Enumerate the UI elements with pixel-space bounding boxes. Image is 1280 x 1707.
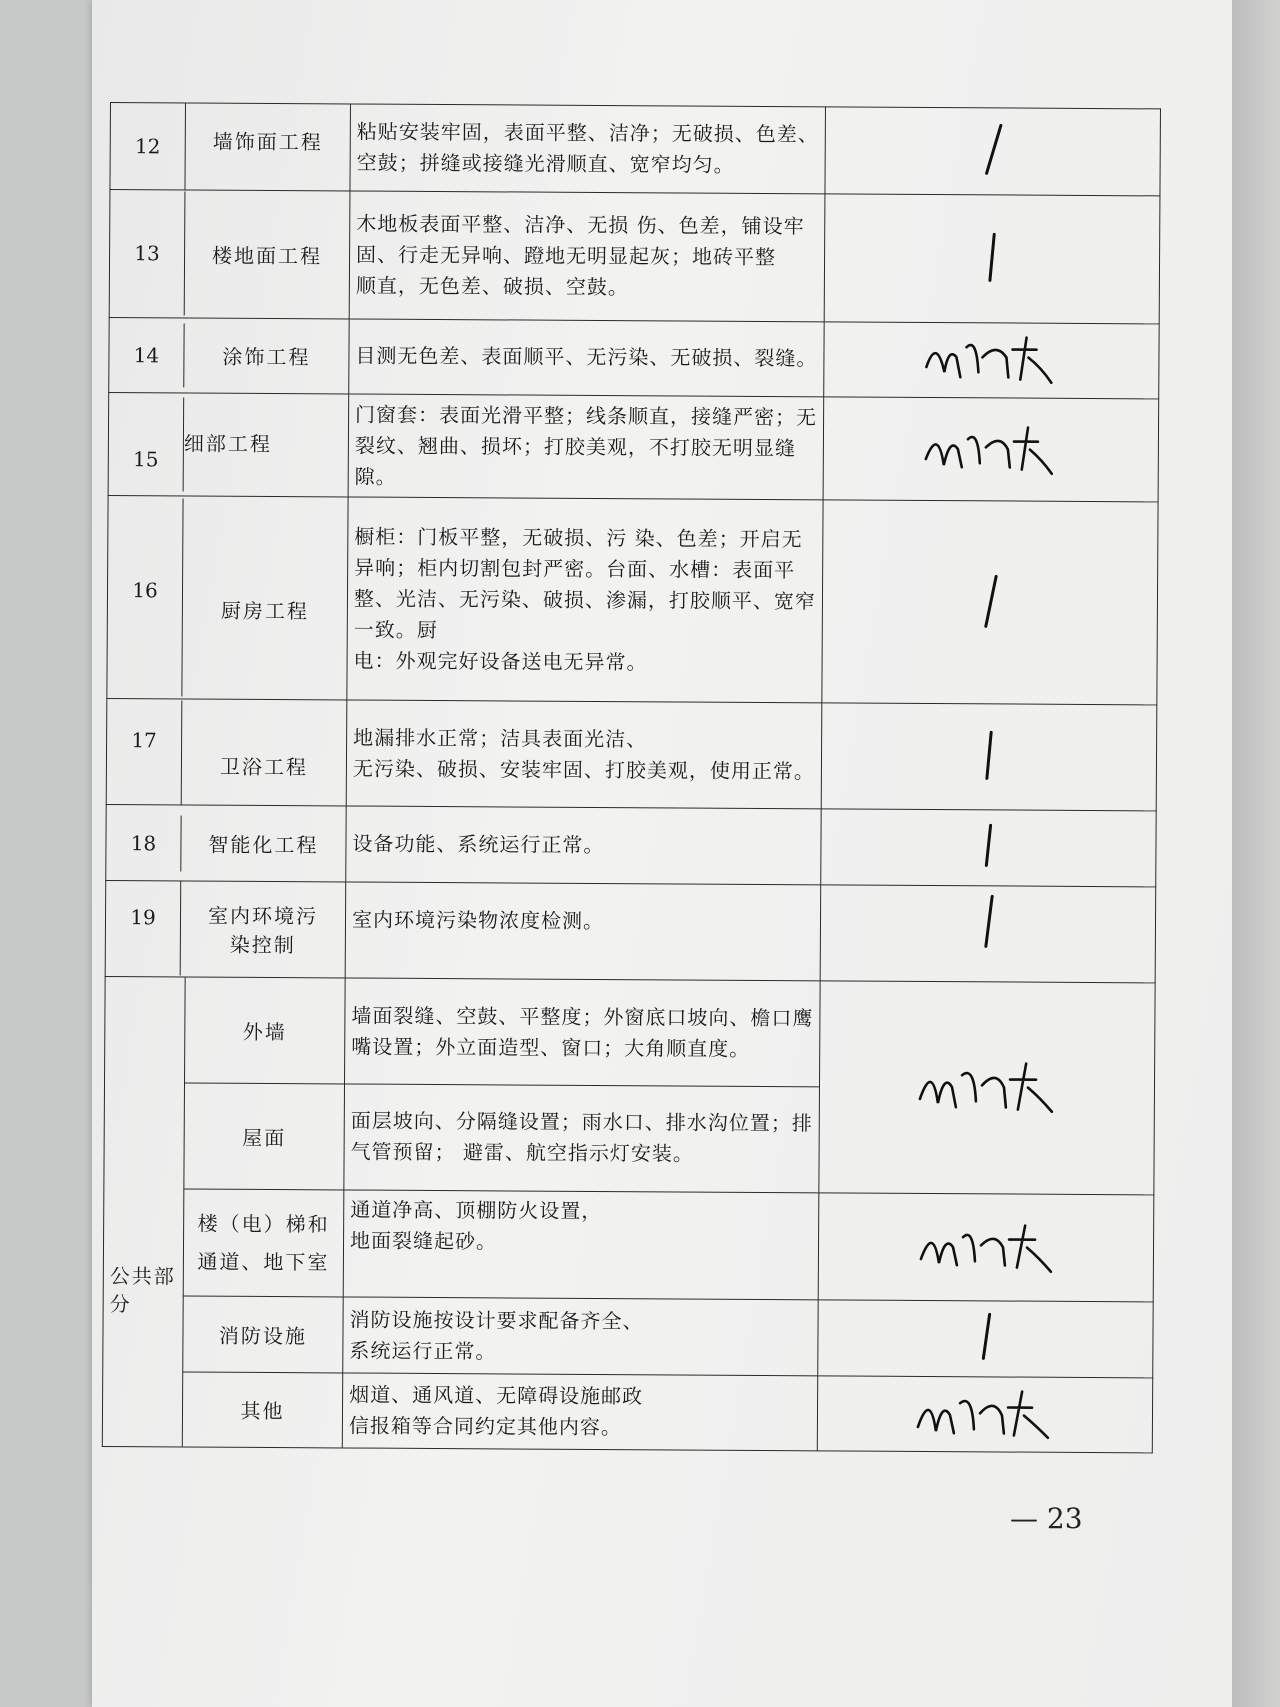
requirement-text: 目测无色差、表面顺平、无污染、无破损、裂缝。 (349, 318, 824, 396)
item-name: 细部工程 (183, 398, 349, 493)
result-cell (820, 885, 1156, 984)
slash-mark (969, 724, 1009, 784)
requirement-text: 墙面裂缝、空鼓、平整度；外窗底口坡向、檐口鹰嘴设置；外立面造型、窗口；大角顺直度。 (345, 978, 821, 1087)
slash-mark (970, 570, 1010, 630)
item-name: 屋面 (184, 1083, 345, 1190)
result-cell (818, 1300, 1153, 1377)
requirement-text: 橱柜：门板平整，无破损、污 染、色差；开启无异响；柜内切割包封严密。台面、水槽：表面平整、光洁、无污染、破损、渗漏，打胶顺平、宽窄一致。厨 电：外观完好设备送电无异常。 (347, 497, 823, 702)
row-number: 18 (130, 830, 157, 855)
result-cell (821, 809, 1156, 886)
result-cell (824, 194, 1160, 323)
result-cell (823, 397, 1159, 503)
item-name: 外墙 (185, 977, 346, 1084)
slash-mark (968, 890, 1008, 950)
row-number: 16 (132, 578, 158, 603)
requirement-text: 面层坡向、分隔缝设置；雨水口、排水沟位置；排气管预留； 避雷、航空指示灯安装。 (344, 1084, 820, 1193)
slash-mark (965, 1306, 1005, 1366)
item-name: 卫浴工程 (181, 700, 347, 805)
item-name: 墙饰面工程 (184, 103, 350, 190)
table-row (106, 805, 1156, 887)
slash-mark (972, 226, 1012, 286)
result-cell (821, 703, 1157, 812)
item-name: 其他 (182, 1372, 342, 1448)
row-number: 17 (131, 727, 157, 752)
table-row (108, 392, 1159, 502)
result-cell (818, 1193, 1154, 1303)
handwritten-signature (912, 1055, 1062, 1116)
public-section-label: 公共部分 (102, 977, 185, 1447)
item-name: 厨房工程 (181, 498, 347, 697)
item-name: 消防设施 (183, 1296, 343, 1372)
requirement-text: 门窗套：表面光滑平整；线条顺直，接缝严密；无裂纹、翘曲、损坏；打胶美观，不打胶无明显缝隙。 (348, 394, 824, 501)
item-name: 楼（电）梯和通道、地下室 (183, 1189, 344, 1298)
row-number: 14 (133, 342, 160, 367)
row-number: 12 (134, 134, 161, 159)
table-row (109, 190, 1160, 323)
requirement-text: 消防设施按设计要求配备齐全、 系统运行正常。 (343, 1297, 818, 1375)
table-row (109, 317, 1159, 399)
table-row (103, 1188, 1154, 1302)
table-row (105, 977, 1156, 1089)
item-name: 楼地面工程 (184, 192, 350, 317)
handwritten-signature (910, 1381, 1060, 1442)
requirement-text: 烟道、通风道、无障碍设施邮政 信报箱等合同约定其他内容。 (342, 1373, 817, 1451)
page-number: — 23 (1010, 1502, 1083, 1535)
handwritten-signature (916, 327, 1066, 388)
requirement-text: 设备功能、系统运行正常。 (346, 806, 821, 884)
slash-mark (973, 119, 1013, 179)
table-row (107, 496, 1158, 705)
requirement-text: 木地板表面平整、洁净、无损 伤、色差，铺设牢固、行走无异响、蹬地无明显起灰；地砖平整 顺直，无色差、破损、空鼓。 (349, 191, 825, 321)
result-cell (817, 1375, 1152, 1452)
result-cell (824, 321, 1159, 398)
item-name: 室内环境污染控制 (180, 882, 346, 977)
handwritten-signature (911, 1214, 1061, 1275)
table-row (106, 698, 1157, 811)
table-row (103, 1296, 1153, 1378)
result-cell (822, 500, 1158, 704)
item-name: 智能化工程 (180, 815, 345, 872)
result-cell (825, 107, 1161, 196)
slash-mark (968, 815, 1008, 875)
table-row (110, 103, 1161, 197)
requirement-text: 通道净高、顶棚防火设置， 地面裂缝起砂。 (343, 1190, 819, 1301)
requirement-text: 室内环境污染物浓度检测。 (345, 882, 821, 981)
stacked-page-edges (1232, 0, 1280, 1707)
row-number: 13 (134, 241, 160, 266)
row-number: 19 (130, 905, 156, 930)
requirement-text: 粘贴安装牢固，表面平整、洁净；无破损、色差、空鼓；拼缝或接缝光滑顺直、宽窄均匀。 (350, 104, 826, 194)
row-number: 15 (133, 447, 159, 472)
item-name: 涂饰工程 (183, 323, 348, 388)
requirement-text: 地漏排水正常；洁具表面光洁、 无污染、破损、安装牢固、打胶美观，使用正常。 (346, 700, 822, 810)
acceptance-table (102, 102, 1161, 1453)
table-row (102, 1371, 1152, 1453)
result-cell (819, 981, 1155, 1194)
table-row (105, 880, 1156, 983)
handwritten-signature (916, 416, 1066, 477)
